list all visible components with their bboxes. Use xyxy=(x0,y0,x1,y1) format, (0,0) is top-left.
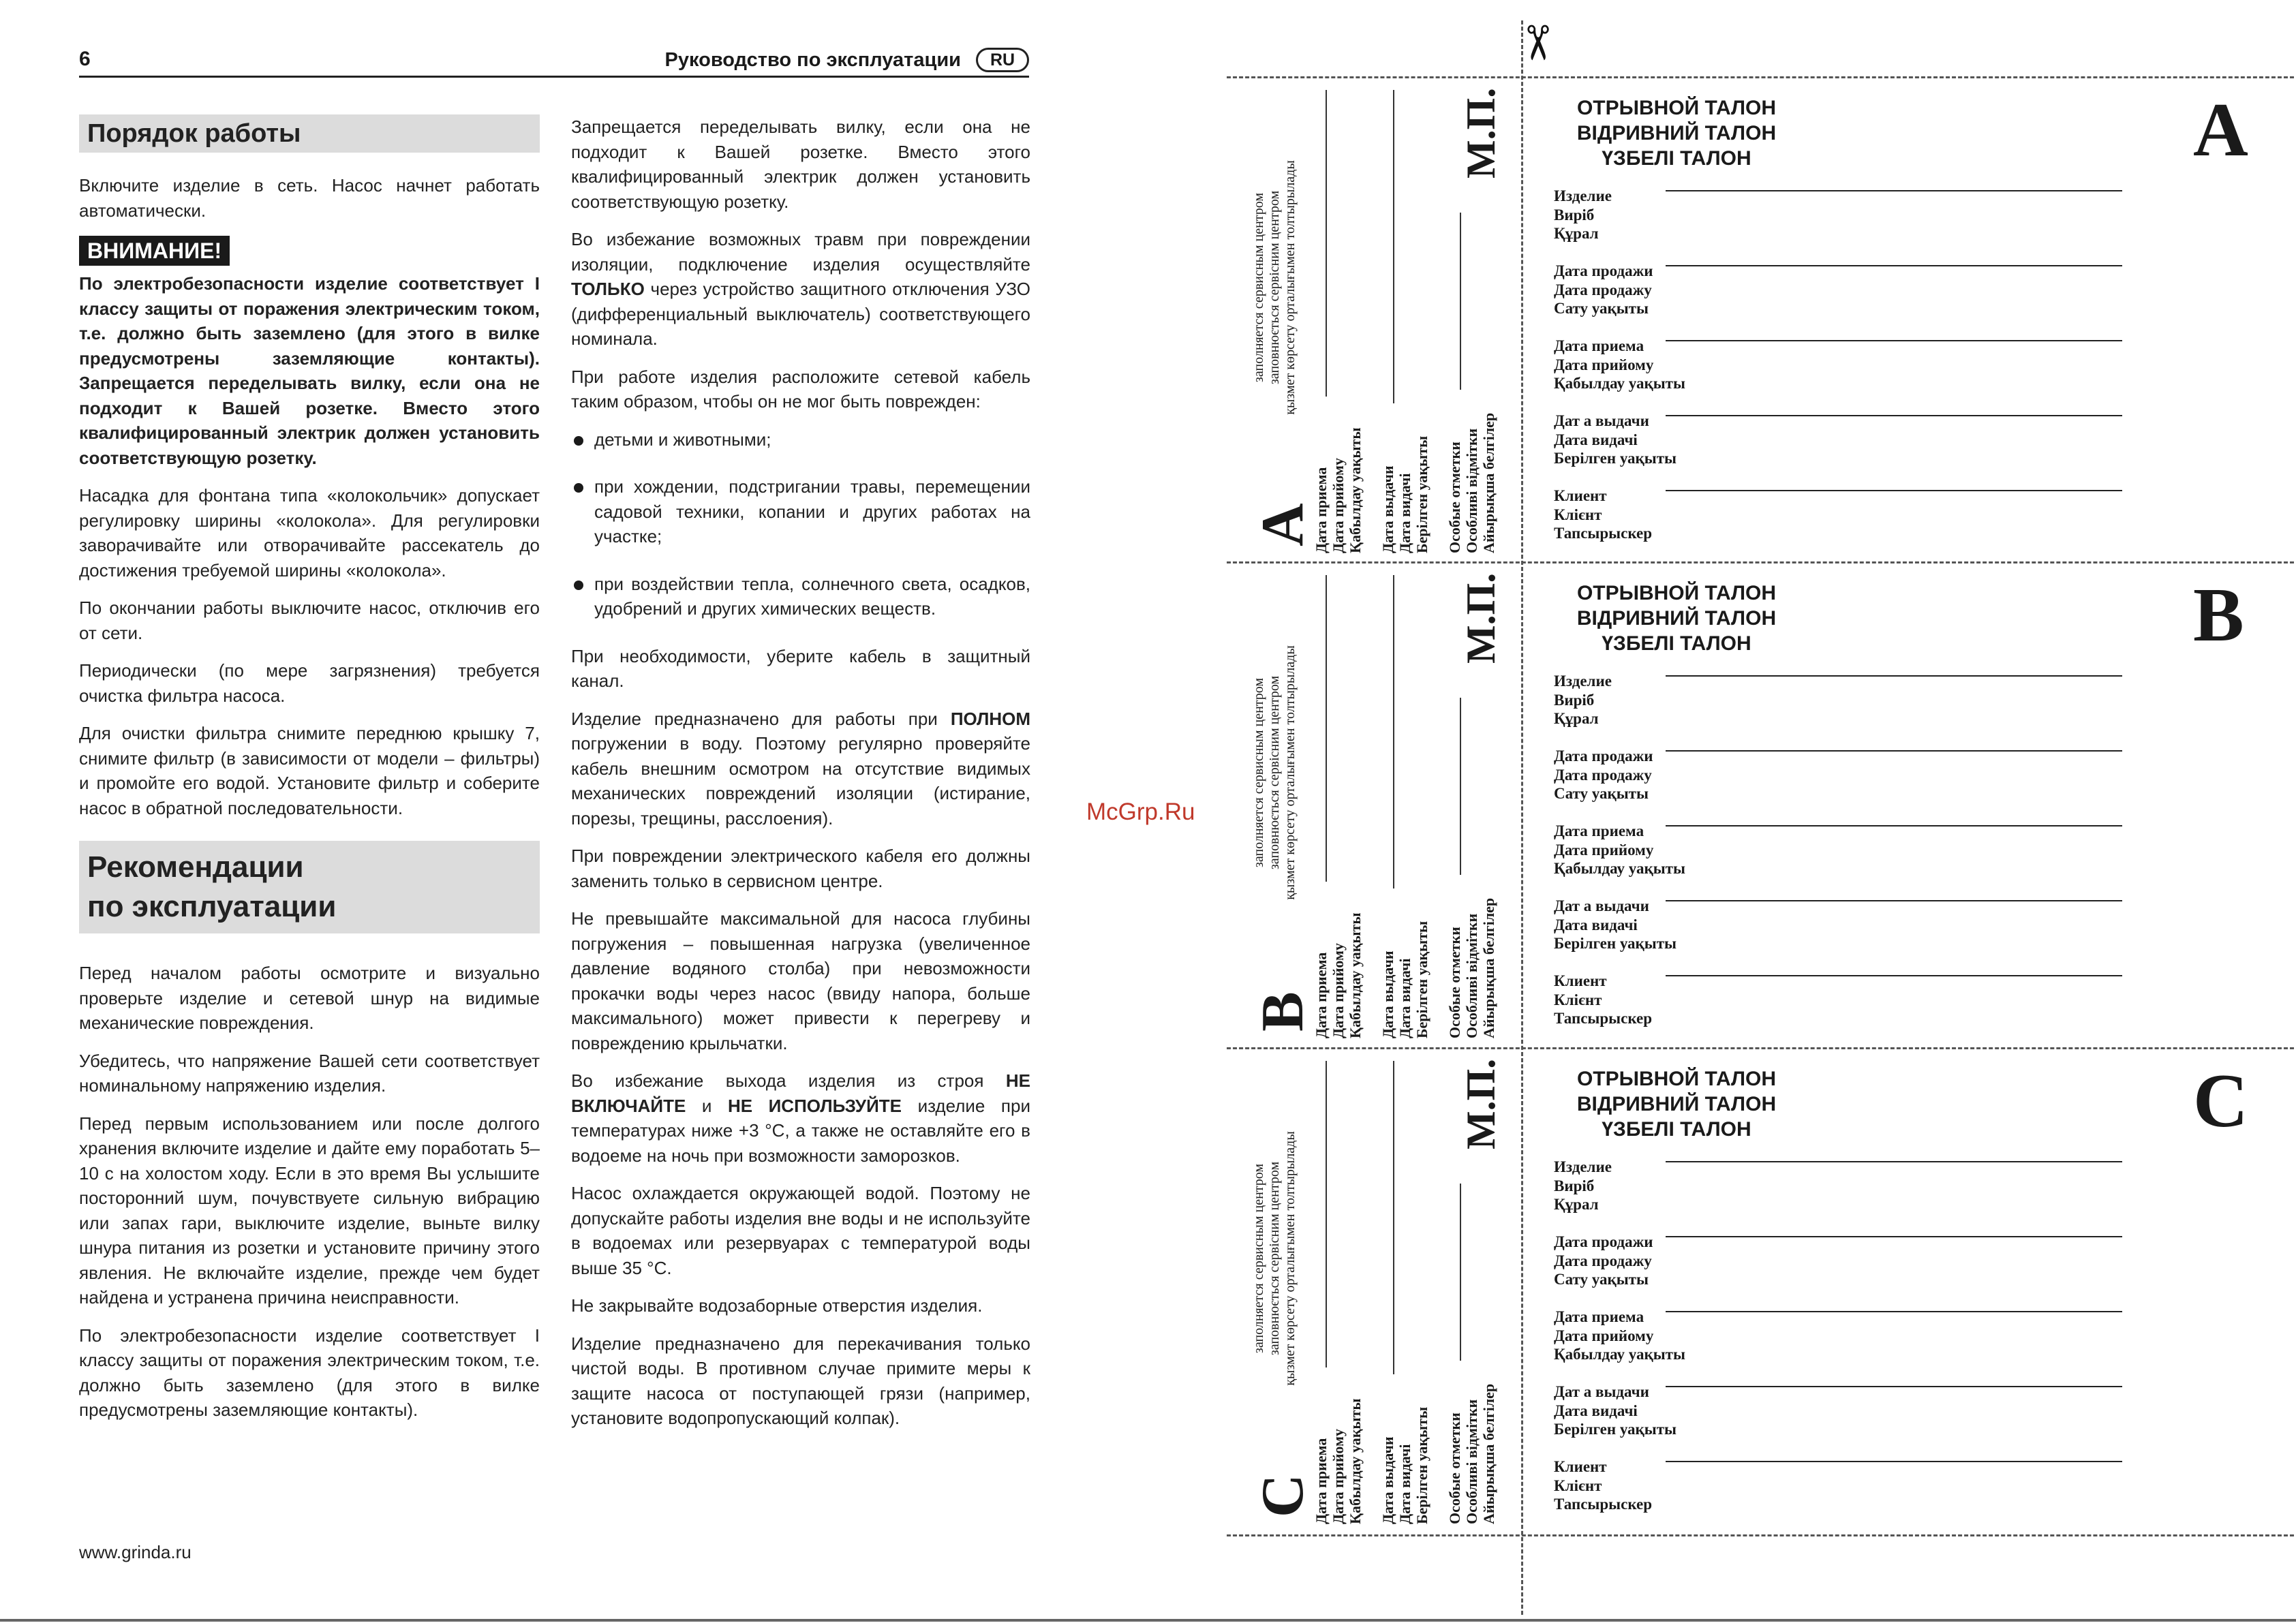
stub-fill-line xyxy=(1393,90,1394,403)
stub-field-group xyxy=(1446,898,1497,1038)
paragraph: По окончании работы выключите насос, отключив его от сети. xyxy=(79,598,540,643)
text-run-bold: ПОЛНОМ xyxy=(950,708,1030,729)
stub-field-label: Дата прийому xyxy=(1330,458,1347,553)
stub-field-label: Дата прийому xyxy=(1330,1429,1347,1524)
page-number: 6 xyxy=(79,48,91,70)
paragraph: Перед первым использованием или после долгого хранения включите изделие и дайте ему поработать 5–10 с на холостом ходу. Если в это время Вы услышите посторонний шум, почувствуете сильную вибрацию или запах гари, выключите изделие, выньте вилку шнура питания из розетки и установите причину этого явления. Не включайте изделие, прежде чем будет найдена и устранена причина неисправности. xyxy=(79,1113,540,1308)
coupon-letter: C xyxy=(2193,1059,2248,1143)
text-run-bold: НЕ ИСПОЛЬЗУЙТЕ xyxy=(727,1095,902,1116)
stub-field-label: Дата приема xyxy=(1313,1438,1330,1524)
stub-field-label: Особливі відмітки xyxy=(1463,428,1480,553)
stub-field-label: Особливі відмітки xyxy=(1463,1399,1480,1524)
coupon-fill-line[interactable] xyxy=(1666,1386,2122,1387)
watermark: McGrp.Ru xyxy=(1086,799,1195,825)
text-run: Во избежание выхода изделия из строя xyxy=(571,1070,1006,1091)
stamp-label: М.П. xyxy=(1458,1058,1503,1149)
coupon-title-line: ОТРЫВНОЙ ТАЛОН xyxy=(1576,1068,1777,1090)
text-run: через устройство защитного отключения УЗО (дифференциальный выключатель) соответствующего номинала. xyxy=(571,279,1030,349)
paragraph: Не закрывайте водозаборные отверстия изделия. xyxy=(571,1295,983,1316)
coupon-field-line: Құрал xyxy=(1554,1196,1599,1213)
text-run: Изделие предназначено для работы при xyxy=(571,708,951,729)
coupon-fill-line[interactable] xyxy=(1666,1161,2122,1162)
coupon-title-line: ВІДРИВНИЙ ТАЛОН xyxy=(1576,607,1777,630)
coupon-field-line: Изделие xyxy=(1554,1158,1612,1175)
coupon-fill-line[interactable] xyxy=(1666,975,2122,976)
paragraph: По электробезопасности изделие соответствует I классу защиты от поражения электрическим током, т.е. должно быть заземлено (для этого в вилке предусмотрены заземляющие контакты). xyxy=(79,1325,540,1420)
coupon-field-line: Қабылдау уақыты xyxy=(1554,860,1685,877)
paragraph: Убедитесь, что напряжение Вашей сети соответствует номинальному напряжению изделия. xyxy=(79,1050,540,1096)
paragraph: Насос охлаждается окружающей водой. Поэтому не допускайте работы изделия вне воды и не используйте в водоемах или резервуарах с температурой воды выше 35 °С. xyxy=(571,1183,1030,1278)
coupon-field-line: Клиент xyxy=(1554,972,1607,989)
stub-field-label: Особые отметки xyxy=(1446,1412,1463,1524)
coupon-fill-line[interactable] xyxy=(1666,1236,2122,1237)
coupon-field-line: Дата прийому xyxy=(1554,1327,1654,1344)
stub-service-line: заполняется сервисным центром xyxy=(1251,1163,1266,1354)
stub-field-label: Особые отметки xyxy=(1446,442,1463,553)
coupon-field-line: Берілген уақыты xyxy=(1554,935,1677,952)
stub-service-label xyxy=(1251,131,1298,444)
coupon-fill-line[interactable] xyxy=(1666,265,2122,266)
coupon-field-line: Құрал xyxy=(1554,225,1599,242)
stub-field-label: Дата выдачи xyxy=(1379,465,1396,553)
paragraph: При повреждении электрического кабеля его должны заменить только в сервисном центре. xyxy=(571,846,1030,891)
coupon-field-line: Берілген уақыты xyxy=(1554,450,1677,467)
coupon-field-line: Дата видачі xyxy=(1554,1402,1638,1419)
list-item: при хождении, подстригании травы, перемещении садовой техники, копании и других работах на участке; xyxy=(571,474,1030,549)
stub-field-label: Берілген уақыты xyxy=(1413,921,1430,1038)
coupon-field-line: Дата продажу xyxy=(1554,766,1652,784)
stub-service-line: заполняется сервисным центром xyxy=(1251,677,1266,868)
coupon-field-label xyxy=(1554,1457,1652,1514)
text-run: изделие при температурах ниже +3 °С, а также не оставляйте его в водоеме на ночь при возможности заморозков. xyxy=(571,1095,1030,1166)
stub-service-line: қызмет көрсету орталығымен толтырылады xyxy=(1283,160,1298,415)
coupon-field-line: Сату уақыты xyxy=(1554,1271,1649,1288)
stub-fill-line xyxy=(1393,575,1394,888)
coupon-fill-line[interactable] xyxy=(1666,490,2122,491)
paragraph: При необходимости, уберите кабель в защитный канал. xyxy=(571,645,1030,691)
coupon-field-line: Құрал xyxy=(1554,710,1599,727)
coupon-field-line: Дат а выдачи xyxy=(1554,897,1649,914)
coupon-field-label xyxy=(1554,337,1685,393)
coupon-field-line: Дат а выдачи xyxy=(1554,1383,1649,1400)
stub-field-label: Дата видачі xyxy=(1396,473,1413,553)
stub-field-label: Айырықша белгілер xyxy=(1480,897,1497,1038)
paragraph: Насадка для фонтана типа «колокольчик» допускает регулировку ширины «колокола». Для регулировки заворачивайте или отворачивайте рассекатель до достижения требуемой ширины «колокола». xyxy=(79,485,540,581)
coupon-field-line: Дата приема xyxy=(1554,1308,1644,1325)
stub-service-line: қызмет көрсету орталығымен толтырылады xyxy=(1283,1131,1298,1386)
scissors-icon: ✂ xyxy=(1510,22,1564,63)
coupon-fill-line[interactable] xyxy=(1666,675,2122,677)
stub-field-group xyxy=(1446,1384,1497,1524)
stub-letter: C xyxy=(1250,1474,1316,1517)
stub-field-label: Особливі відмітки xyxy=(1463,913,1480,1038)
stub-service-line: заповнюється сервісним центром xyxy=(1267,190,1282,385)
stub-field-group xyxy=(1313,912,1364,1038)
stub-field-group xyxy=(1379,436,1430,553)
coupon-field-line: Дата продажи xyxy=(1554,262,1653,279)
coupon-field-label xyxy=(1554,1233,1653,1289)
coupon-field-line: Тапсырыскер xyxy=(1554,1010,1653,1027)
language-badge: RU xyxy=(976,48,1029,72)
coupon-title-line: ОТРЫВНОЙ ТАЛОН xyxy=(1576,582,1777,604)
coupon-field-line: Қабылдау уақыты xyxy=(1554,375,1685,392)
coupon-field-label xyxy=(1554,822,1685,878)
stub-service-label xyxy=(1251,1102,1298,1415)
coupon-field-line: Клієнт xyxy=(1554,506,1602,523)
coupon-field-label xyxy=(1554,1382,1677,1439)
paragraph xyxy=(571,1068,1030,1168)
coupon-fill-line[interactable] xyxy=(1666,900,2122,901)
coupon-title-line: ҮЗБЕЛІ ТАЛОН xyxy=(1602,147,1751,170)
coupon-field-line: Сату уақыты xyxy=(1554,300,1649,317)
paragraph: Не превышайте максимальной для насоса глубины погружения – повышенная нагрузка (увеличенное давление водяного столба) при невозможности прокачки воды через насос (ввиду напора, больше максимального) может привести к перегреву и повреждению крыльчатки. xyxy=(571,908,1030,1053)
coupon-field-line: Виріб xyxy=(1554,691,1595,709)
coupon-field-label xyxy=(1554,1308,1685,1364)
stub-fill-line xyxy=(1326,1061,1327,1367)
stub-fill-line xyxy=(1393,1061,1394,1374)
stub-fill-line xyxy=(1326,90,1327,397)
coupon-fill-line[interactable] xyxy=(1666,1461,2122,1462)
stub-field-label: Айырықша белгілер xyxy=(1480,1383,1497,1524)
bottom-rule xyxy=(0,1619,2296,1622)
paragraph: Запрещается переделывать вилку, если она не подходит к Вашей розетке. Вместо этого квалифицированный электрик должен установить соответствующую розетку. xyxy=(571,117,1030,212)
coupon-field-line: Клієнт xyxy=(1554,991,1602,1008)
coupon-field-label xyxy=(1554,972,1652,1028)
text-run-bold: НЕ ВКЛЮЧАЙТЕ xyxy=(571,1070,1030,1116)
stub-fill-line xyxy=(1460,698,1461,875)
stub-service-label xyxy=(1251,616,1298,929)
coupon-fill-line[interactable] xyxy=(1666,825,2122,826)
footer-url: www.grinda.ru xyxy=(79,1542,192,1562)
stub-field-group xyxy=(1446,413,1497,553)
paragraph: Для очистки фильтра снимите переднюю крышку 7, снимите фильтр (в зависимости от модели – фильтры) и промойте его водой. Установите фильтр и соберите насос в обратной последовательности. xyxy=(79,723,540,818)
coupon-field-line: Сату уақыты xyxy=(1554,785,1649,802)
paragraph: Перед началом работы осмотрите и визуально проверьте изделие и сетевой шнур на видимые механические повреждения. xyxy=(79,963,540,1033)
text-run: и xyxy=(686,1095,728,1116)
left-column xyxy=(79,114,540,1436)
text-run-bold: ТОЛЬКО xyxy=(571,279,645,299)
coupon-field-label xyxy=(1554,262,1653,318)
coupon-title-line: ҮЗБЕЛІ ТАЛОН xyxy=(1602,1118,1751,1141)
stub-field-label: Айырықша белгілер xyxy=(1480,412,1497,553)
coupon-field-line: Виріб xyxy=(1554,206,1595,223)
coupon-letter: A xyxy=(2193,88,2248,172)
warning-badge: ВНИМАНИЕ! xyxy=(79,236,230,266)
manual-title: Руководство по эксплуатации xyxy=(664,49,961,71)
section-title-operation: Порядок работы xyxy=(79,114,540,153)
coupon-field-line: Клиент xyxy=(1554,1458,1607,1475)
stub-field-group xyxy=(1379,921,1430,1038)
coupon-title-line: ВІДРИВНИЙ ТАЛОН xyxy=(1576,1093,1777,1115)
coupon-title xyxy=(1486,95,1867,171)
stub-service-line: заповнюється сервісним центром xyxy=(1267,675,1282,870)
coupon-title xyxy=(1486,1066,1867,1142)
coupon-fill-line[interactable] xyxy=(1666,1311,2122,1312)
stub-letter: B xyxy=(1250,991,1316,1032)
stub-fill-line xyxy=(1460,213,1461,390)
coupon-title-line: ҮЗБЕЛІ ТАЛОН xyxy=(1602,632,1751,655)
coupon-field-label xyxy=(1554,747,1653,803)
stub-field-group xyxy=(1313,427,1364,553)
coupon-field-line: Дата видачі xyxy=(1554,916,1638,933)
coupon-c xyxy=(1227,1047,2294,1532)
stub-field-label: Дата приема xyxy=(1313,952,1330,1038)
stub-field-label: Дата выдачи xyxy=(1379,950,1396,1038)
coupon-a xyxy=(1227,76,2294,561)
stub-field-label: Қабылдау уақыты xyxy=(1347,912,1364,1038)
coupon-field-label xyxy=(1554,412,1677,468)
coupon-fill-line[interactable] xyxy=(1666,750,2122,752)
stamp-label: М.П. xyxy=(1458,87,1503,179)
stub-field-label: Дата видачі xyxy=(1396,958,1413,1038)
coupon-field-line: Виріб xyxy=(1554,1177,1595,1194)
paragraph: Включите изделие в сеть. Насос начнет работать автоматически. xyxy=(79,175,540,221)
coupon-b xyxy=(1227,561,2294,1047)
stub-fill-line xyxy=(1326,575,1327,882)
coupon-fill-line[interactable] xyxy=(1666,340,2122,341)
coupon-field-line: Берілген уақыты xyxy=(1554,1421,1677,1438)
stub-service-line: заполняется сервисным центром xyxy=(1251,192,1266,383)
section-title-line: Рекомендации xyxy=(87,850,304,884)
coupon-title xyxy=(1486,581,1867,656)
coupon-field-line: Дата приема xyxy=(1554,822,1644,839)
stub-service-line: қызмет көрсету орталығымен толтырылады xyxy=(1283,645,1298,900)
warning-paragraph: По электробезопасности изделие соответствует I классу защиты от поражения электрическим током, т.е. должно быть заземлено (для этого в вилке предусмотрены заземляющие контакты). Запрещается переделывать вилку, если она не подходит к Вашей розетке. Вместо этого квалифицированный электрик должен установить соответствующую розетку. xyxy=(79,273,540,468)
coupon-field-line: Тапсырыскер xyxy=(1554,1496,1653,1513)
stub-field-label: Берілген уақыты xyxy=(1413,435,1430,553)
stamp-label: М.П. xyxy=(1458,572,1503,664)
stub-service-line: заповнюється сервісним центром xyxy=(1267,1161,1282,1356)
coupon-field-line: Клієнт xyxy=(1554,1477,1602,1494)
coupon-field-line: Дат а выдачи xyxy=(1554,412,1649,429)
coupon-field-line: Изделие xyxy=(1554,673,1612,690)
paragraph: Периодически (по мере загрязнения) требуется очистка фильтра насоса. xyxy=(79,660,540,706)
stub-field-label: Дата выдачи xyxy=(1379,1436,1396,1524)
coupon-field-line: Қабылдау уақыты xyxy=(1554,1346,1685,1363)
stub-fill-line xyxy=(1460,1184,1461,1361)
coupon-fill-line[interactable] xyxy=(1666,190,2122,191)
coupon-field-line: Дата продажи xyxy=(1554,1233,1653,1250)
stub-field-group xyxy=(1313,1398,1364,1524)
coupon-field-label xyxy=(1554,187,1612,243)
coupon-field-label xyxy=(1554,486,1652,543)
coupon-field-line: Дата продажу xyxy=(1554,281,1652,298)
coupon-field-label xyxy=(1554,672,1612,728)
stub-field-group xyxy=(1379,1407,1430,1524)
coupon-fill-line[interactable] xyxy=(1666,415,2122,416)
paragraph xyxy=(571,707,1030,831)
section-title-line: по эксплуатации xyxy=(87,890,337,923)
paragraph xyxy=(571,227,1030,352)
right-column xyxy=(571,114,1030,1444)
paragraph: При работе изделия расположите сетевой кабель таким образом, чтобы он не мог быть поврежден: xyxy=(571,366,1030,412)
coupon-field-line: Дата продажу xyxy=(1554,1252,1652,1269)
stub-field-label: Дата видачі xyxy=(1396,1444,1413,1524)
coupon-title-line: ВІДРИВНИЙ ТАЛОН xyxy=(1576,122,1777,144)
coupon-field-line: Дата прийому xyxy=(1554,356,1654,373)
coupon-field-line: Дата видачі xyxy=(1554,431,1638,448)
stub-letter: A xyxy=(1250,503,1316,546)
section-title-recommendations xyxy=(79,841,540,933)
bullet-list xyxy=(571,427,1030,621)
stub-field-label: Дата приема xyxy=(1313,467,1330,553)
coupon-letter: B xyxy=(2193,573,2244,658)
coupon-field-label xyxy=(1554,1158,1612,1214)
coupon-field-line: Клиент xyxy=(1554,487,1607,504)
coupon-field-line: Тапсырыскер xyxy=(1554,525,1653,542)
coupon-field-line: Дата приема xyxy=(1554,337,1644,354)
coupon-field-line: Дата продажи xyxy=(1554,747,1653,764)
list-item: при воздействии тепла, солнечного света, осадков, удобрений и других химических веществ. xyxy=(571,572,1030,621)
coupon-field-line: Дата прийому xyxy=(1554,841,1654,859)
coupon-title-line: ОТРЫВНОЙ ТАЛОН xyxy=(1576,97,1777,119)
cut-line xyxy=(1227,1534,2294,1536)
page-header xyxy=(79,48,1029,78)
stub-field-label: Қабылдау уақыты xyxy=(1347,1398,1364,1524)
paragraph: Изделие предназначено для перекачивания только чистой воды. В противном случае примите меры к защите насоса от поступающей грязи (например, установите водопропускающий колпак). xyxy=(571,1333,1030,1428)
text-run: погружении в воду. Поэтому регулярно проверяйте кабель внешним осмотром на отсутствие видимых механических повреждений изоляции (истирание, порезы, трещины, расслоения). xyxy=(571,733,1030,829)
list-item: детьми и животными; xyxy=(571,427,1030,452)
stub-field-label: Қабылдау уақыты xyxy=(1347,427,1364,553)
text-run: Во избежание возможных травм при повреждении изоляции, подключение изделия осуществляйте xyxy=(571,229,1030,275)
stub-field-label: Дата прийому xyxy=(1330,943,1347,1038)
stub-field-label: Берілген уақыты xyxy=(1413,1406,1430,1524)
stub-field-label: Особые отметки xyxy=(1446,927,1463,1038)
coupon-field-label xyxy=(1554,897,1677,953)
coupon-field-line: Изделие xyxy=(1554,187,1612,204)
